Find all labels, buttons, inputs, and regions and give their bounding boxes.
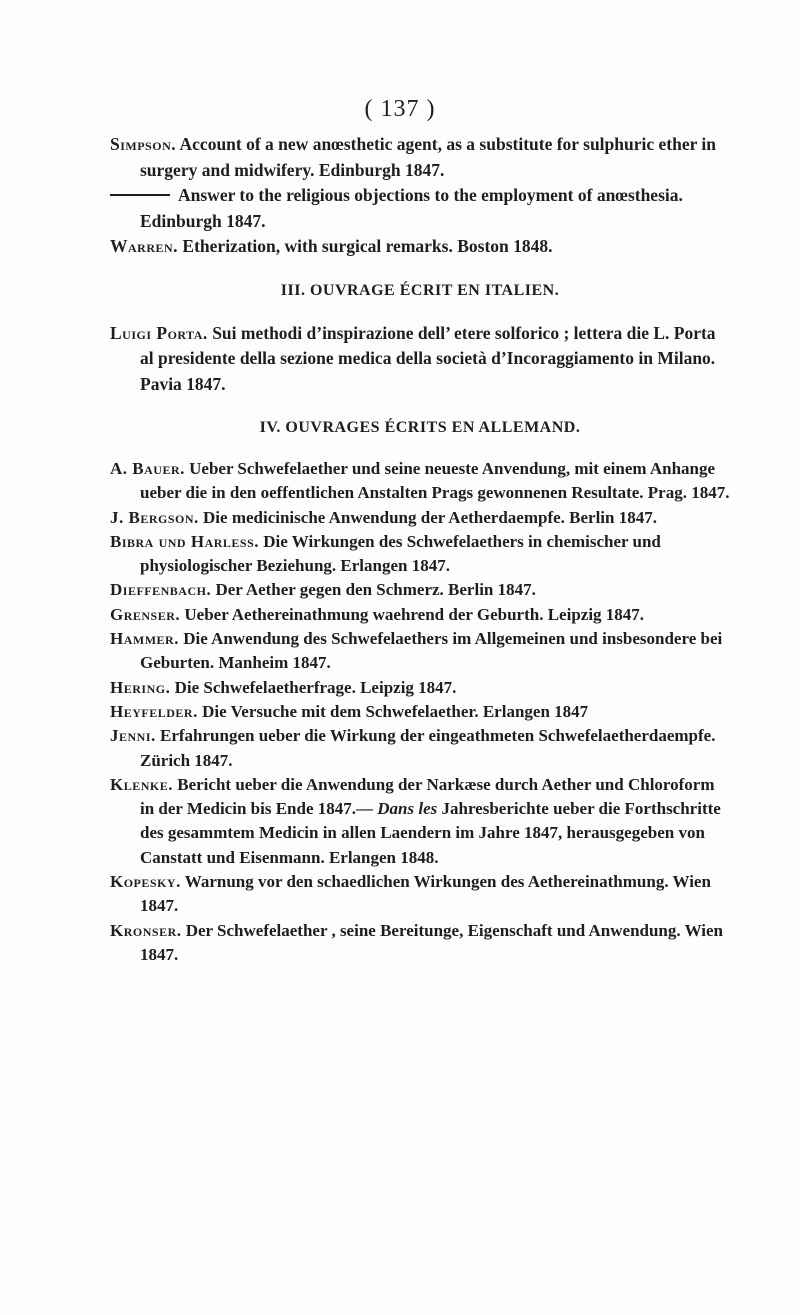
entry-text: Ueber Schwefelaether und seine neueste Anvendung, mit einem Anhange ueber die in den oeffentlichen Anstalten Prags gewonnenen Resultate. Prag. 1847. [140, 459, 730, 503]
italian-entries [110, 321, 730, 398]
entry-text: Der Aether gegen den Schmerz. Berlin 1847. [211, 580, 536, 600]
bib-entry-simpson-1 [110, 132, 730, 183]
bib-entry-hering [110, 676, 730, 700]
entry-text: Erfahrungen ueber die Wirkung der eingeathmeten Schwefelaetherdaempfe. Zürich 1847. [140, 726, 716, 770]
german-entries [110, 457, 730, 967]
bib-entry-bibra [110, 530, 730, 579]
bib-entry-kopesky [110, 870, 730, 919]
bib-entry-heyfelder [110, 700, 730, 724]
entry-text: Account of a new anœsthetic agent, as a substitute for sulphuric ether in surgery and midwifery. Edinburgh 1847. [140, 134, 717, 180]
entry-author: Warren. [110, 236, 179, 256]
bib-entry-hammer [110, 627, 730, 676]
bib-entry-dieffenbach [110, 578, 730, 602]
bib-entry-bergson [110, 506, 730, 530]
english-entries [110, 132, 730, 260]
entry-author: Luigi Porta. [110, 322, 208, 343]
bibliography [110, 132, 730, 967]
entry-text: Warnung vor den schaedlichen Wirkungen des Aethereinathmung. Wien 1847. [140, 872, 711, 916]
entry-text: Sui methodi d’inspirazione dell’ etere solforico ; lettera die L. Porta al presidente della sezione medica della società d’Incoraggiamento in Milano. Pavia 1847. [140, 322, 716, 394]
bib-entry-klenke [110, 773, 730, 870]
entry-text: Answer to the religious objections to the employment of anœsthesia. Edinburgh 1847. [140, 185, 683, 231]
entry-italic-note: Dans les [377, 799, 438, 819]
entry-author: J. Bergson. [110, 507, 199, 527]
entry-text: Die Anwendung des Schwefelaethers im Allgemeinen und insbesondere bei Geburten. Manheim 1847. [140, 629, 723, 673]
entry-author: Simpson. [110, 134, 177, 154]
entry-text: Ueber Aethereinathmung waehrend der Geburth. Leipzig 1847. [180, 604, 645, 624]
bib-entry-warren [110, 234, 730, 260]
bib-entry-simpson-2 [110, 183, 730, 234]
entry-author: Dieffenbach. [110, 580, 212, 600]
entry-text: Die medicinische Anwendung der Aetherdaempfe. Berlin 1847. [198, 507, 657, 527]
entry-author: A. Bauer. [110, 459, 185, 478]
entry-author: Klenke. [110, 774, 173, 794]
page-number: ( 137 ) [364, 96, 436, 122]
entry-text: Die Schwefelaetherfrage. Leipzig 1847. [170, 677, 457, 697]
entry-author: Hering. [110, 677, 171, 697]
entry-author: Grenser. [110, 604, 181, 624]
section-heading-italian: III. OUVRAGE ÉCRIT EN ITALIEN. [280, 281, 560, 299]
entry-text-continued: Jahresberichte ueber die Forthschritte des gesammtem Medicin in allen Laendern im Jahre 1847, herausgegeben von Canstatt und Eisenmann. Erlangen 1848. [140, 799, 721, 867]
bib-entry-bauer [110, 457, 730, 506]
ditto-dash [110, 194, 170, 196]
entry-text: Die Wirkungen des Schwefelaethers in chemischer und physiologischer Beziehung. Erlangen 1847. [140, 531, 661, 576]
entry-text: Etherization, with surgical remarks. Boston 1848. [178, 236, 553, 256]
entry-author: Heyfelder. [110, 701, 198, 721]
entry-author: Hammer. [110, 629, 179, 649]
entry-author: Jenni. [110, 726, 156, 746]
bib-entry-kronser [110, 919, 730, 968]
bib-entry-grenser [110, 603, 730, 627]
bib-entry-porta [110, 321, 730, 398]
entry-author: Kronser. [110, 920, 182, 940]
entry-text: Bericht ueber die Anwendung der Narkæse durch Aether und Chloroform in der Medicin bis Ende 1847.— [140, 774, 715, 819]
entry-text: Die Versuche mit dem Schwefelaether. Erlangen 1847 [197, 701, 589, 721]
entry-author: Kopesky. [110, 872, 181, 892]
entry-text: Der Schwefelaether , seine Bereitunge, Eigenschaft und Anwendung. Wien 1847. [140, 920, 723, 964]
bib-entry-jenni [110, 724, 730, 773]
section-heading-german: IV. OUVRAGES ÉCRITS EN ALLEMAND. [259, 419, 581, 436]
entry-author: Bibra und Harless. [110, 531, 260, 551]
